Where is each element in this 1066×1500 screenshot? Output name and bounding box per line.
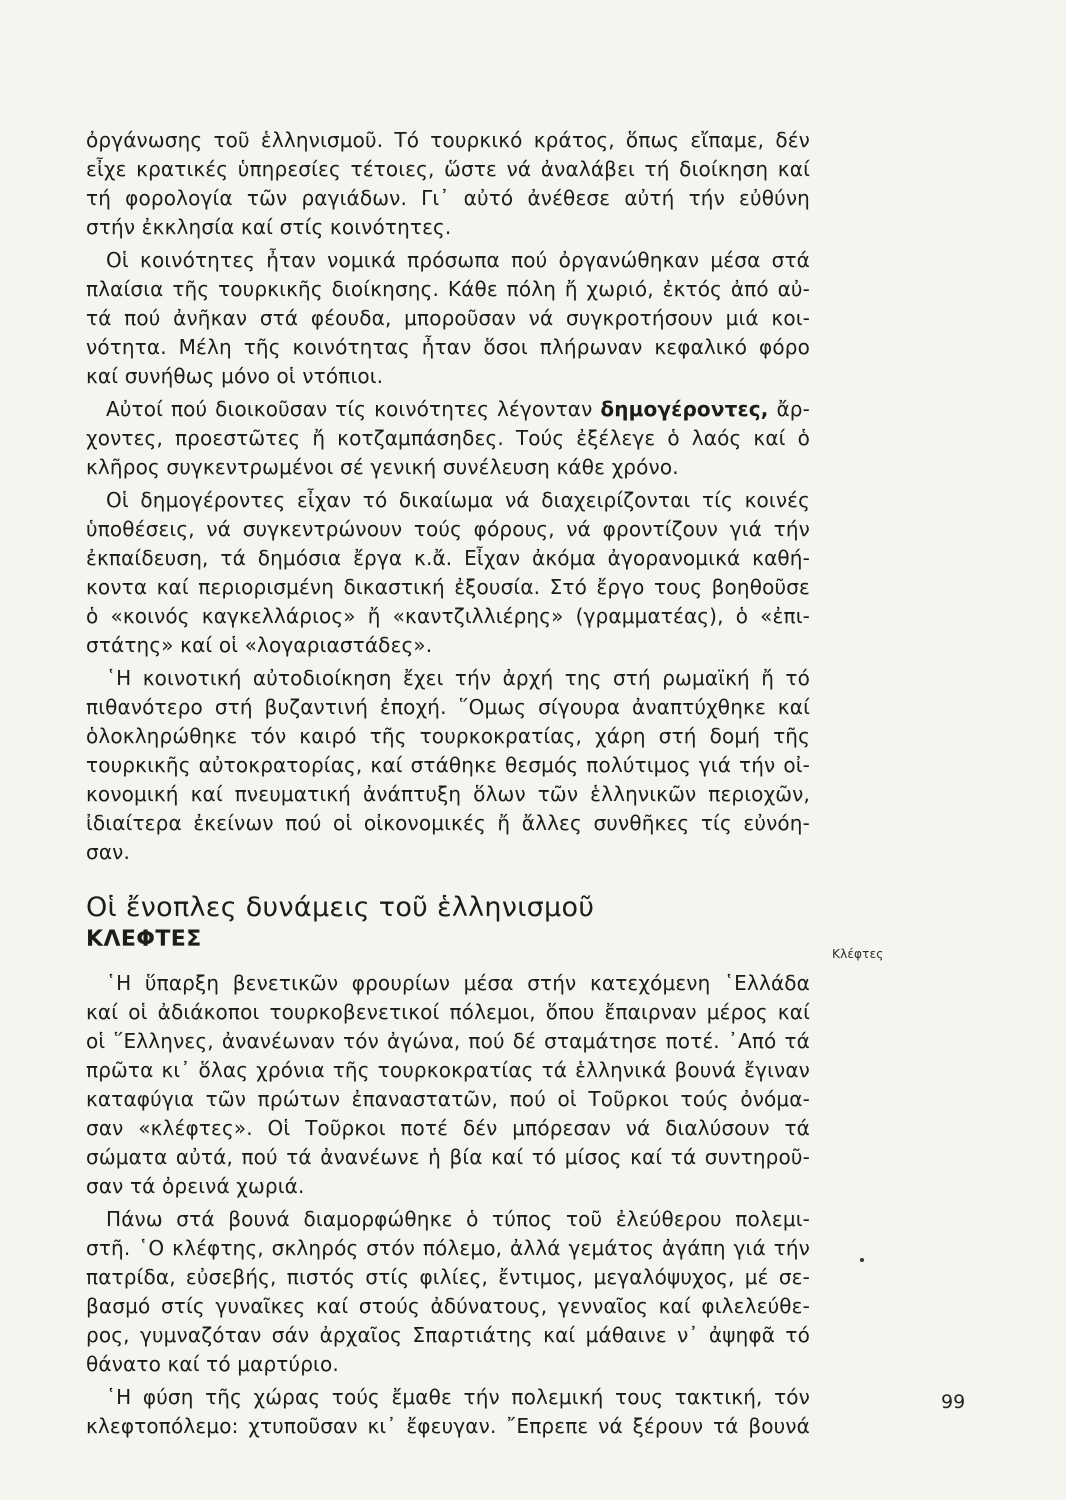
text-line: πιθανότερο στή βυζαντινή ἐποχή. ῞Ομως σίγουρα ἀναπτύχθηκε καί [86,695,810,719]
text-line: χοντες, προεστῶτες ἤ κοτζαμπάσηδες. Τούς ἐξέλεγε ὁ λαός καί ὁ [86,426,810,450]
text-line: σαν τά ὀρεινά χωριά. [86,1174,305,1198]
text-line: κονομική καί πνευματική ἀνάπτυξη ὅλων τῶν ἑλληνικῶν περιοχῶν, [86,782,810,806]
text-line: ῾Η φύση τῆς χώρας τούς ἔμαθε τήν πολεμική τους τακτική, τόν [106,1385,810,1409]
paragraph [86,1205,810,1379]
text-line: στάτης» καί οἱ «λογαριαστάδες». [86,633,433,657]
text-line: ὁ «κοινός καγκελλάριος» ἤ «καντζιλλιέρης» (γραμματέας), ὁ «ἐπι- [86,604,810,628]
paragraph [86,246,810,391]
text-segment: Αὐτοί πού διοικοῦσαν τίς κοινότητες λέγονταν [106,397,601,421]
text-line: πρῶτα κι᾿ ὅλας χρόνια τῆς τουρκοκρατίας τά ἑλληνικά βουνά ἔγιναν [86,1058,810,1082]
text-line: καταφύγια τῶν πρώτων ἐπαναστατῶν, πού οἱ Τοῦρκοι τούς ὀνόμα- [86,1087,810,1111]
text-line: Οἱ δημογέροντες εἶχαν τό δικαίωμα νά διαχειρίζονται τίς κοινές [106,488,810,512]
print-speck [860,1258,864,1262]
text-line: ὑποθέσεις, νά συγκεντρώνουν τούς φόρους, νά φροντίζουν γιά τήν [86,517,810,541]
text-line: Πάνω στά βουνά διαμορφώθηκε ὁ τύπος τοῦ ἐλεύθερου πολεμι- [106,1207,810,1231]
paragraph [86,126,810,242]
text-line: εἶχε κρατικές ὑπηρεσίες τέτοιες, ὥστε νά ἀναλάβει τή διοίκηση καί [86,157,810,181]
text-line: ῾Η κοινοτική αὐτοδιοίκηση ἔχει τήν ἀρχή της στή ρωμαϊκή ἤ τό [106,666,810,690]
bold-term: δημογέροντες, [600,397,769,421]
text-segment: ἄρ- [768,397,810,421]
text-line: τουρκικῆς αὐτοκρατορίας, καί στάθηκε θεσμός πολύτιμος γιά τήν οἰ- [86,753,810,777]
text-line [86,395,810,424]
text-line: νότητα. Μέλη τῆς κοινότητας ἦταν ὅσοι πλήρωναν κεφαλικό φόρο [86,335,810,359]
text-line: στήν ἐκκλησία καί στίς κοινότητες. [86,215,452,239]
paragraph [86,969,810,1201]
text-line: πατρίδα, εὐσεβής, πιστός στίς φιλίες, ἔντιμος, μεγαλόψυχος, μέ σε- [86,1265,810,1289]
text-line: οἱ ῞Ελληνες, ἀνανέωναν τόν ἀγώνα, πού δέ σταμάτησε ποτέ. ᾿Από τά [86,1029,810,1053]
text-line: πλαίσια τῆς τουρκικῆς διοίκησης. Κάθε πόλη ἤ χωριό, ἐκτός ἀπό αὐ- [86,277,810,301]
text-line: σαν. [86,840,130,864]
page-number: 99 [941,1391,966,1413]
text-line: κλεφτοπόλεμο: χτυποῦσαν κι᾿ ἔφευγαν. ῎Επρεπε νά ξέρουν τά βουνά [86,1414,810,1438]
text-line: κλῆρος συγκεντρωμένοι σέ γενική συνέλευση κάθε χρόνο. [86,455,679,479]
text-line: Οἱ κοινότητες ἦταν νομικά πρόσωπα πού ὀργανώθηκαν μέσα στά [106,248,810,272]
text-column [86,126,810,1445]
section-heading: Οἱ ἔνοπλες δυνάμεις τοῦ ἑλληνισμοῦ [86,892,595,923]
paragraph [86,486,810,660]
text-line: σαν «κλέφτες». Οἱ Τοῦρκοι ποτέ δέν μπόρεσαν νά διαλύσουν τά [86,1116,810,1140]
text-line: κοντα καί περιορισμένη δικαστική ἐξουσία. Στό ἔργο τους βοηθοῦσε [86,575,810,599]
text-line: στῆ. ῾Ο κλέφτης, σκληρός στόν πόλεμο, ἀλλά γεμάτος ἀγάπη γιά τήν [86,1236,810,1260]
margin-note: Κλέφτες [832,947,884,961]
text-line: ῾Η ὕπαρξη βενετικῶν φρουρίων μέσα στήν κατεχόμενη ῾Ελλάδα [106,971,810,995]
text-line: καί συνήθως μόνο οἱ ντόπιοι. [86,364,384,388]
paragraph [86,664,810,867]
paragraph [86,1383,810,1441]
text-line: ρος, γυμναζόταν σάν ἀρχαῖος Σπαρτιάτης καί μάθαινε ν᾿ ἀψηφᾶ τό [86,1323,810,1347]
text-line: σώματα αὐτά, πού τά ἀνανέωνε ἡ βία καί τό μίσος καί τά συντηροῦ- [86,1145,810,1169]
text-line: θάνατο καί τό μαρτύριο. [86,1352,339,1376]
section-subheading: ΚΛΕΦΤΕΣ [86,927,202,952]
text-line: τά πού ἀνῆκαν στά φέουδα, μποροῦσαν νά συγκροτήσουν μιά κοι- [86,306,810,330]
text-line: καί οἱ ἀδιάκοποι τουρκοβενετικοί πόλεμοι, ὅπου ἔπαιρναν μέρος καί [86,1000,810,1024]
text-line: βασμό στίς γυναῖκες καί στούς ἀδύνατους, γενναῖος καί φιλελεύθε- [86,1294,810,1318]
paragraph [86,395,810,482]
text-line: ὁλοκληρώθηκε τόν καιρό τῆς τουρκοκρατίας, χάρη στή δομή τῆς [86,724,810,748]
text-line: τή φορολογία τῶν ραγιάδων. Γι᾿ αὐτό ἀνέθεσε αὐτή τήν εὐθύνη [86,186,810,210]
text-line: ὀργάνωσης τοῦ ἑλληνισμοῦ. Τό τουρκικό κράτος, ὅπως εἴπαμε, δέν [86,128,810,152]
text-line: ἐκπαίδευση, τά δημόσια ἔργα κ.ἄ. Εἶχαν ἀκόμα ἀγορανομικά καθή- [86,546,810,570]
text-line: ἰδιαίτερα ἐκείνων πού οἱ οἰκονομικές ἤ ἄλλες συνθῆκες τίς εὐνόη- [86,811,810,835]
